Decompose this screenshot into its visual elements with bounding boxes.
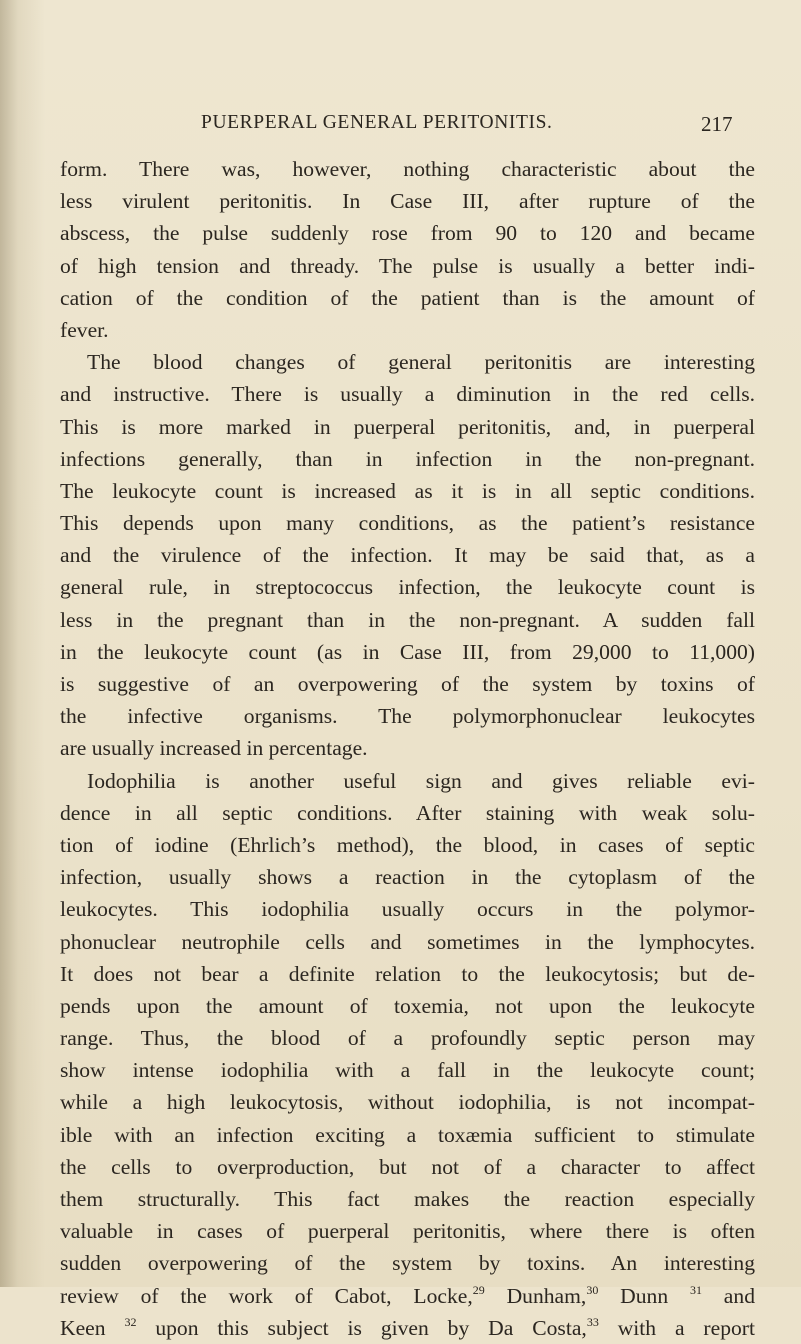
reference-number: 29 [472, 1282, 485, 1297]
running-title: PUERPERAL GENERAL PERITONITIS. [201, 112, 553, 133]
text-line: sudden overpowering of the system by toxins. An interesting [60, 1251, 755, 1276]
text-line: The leukocyte count is increased as it is in all septic conditions. [60, 478, 755, 503]
text-line: cation of the condition of the patient than is the amount of [60, 285, 755, 310]
text-line: phonuclear neutrophile cells and sometimes in the lymphocytes. [60, 929, 755, 954]
text-line: and the virulence of the infection. It may be said that, as a [60, 543, 755, 568]
text-line: valuable in cases of puerperal peritonitis, where there is often [60, 1219, 755, 1244]
text-segment: review of the work of Cabot, Locke, [60, 1283, 473, 1308]
text-line: the cells to overproduction, but not of a character to affect [60, 1154, 755, 1179]
body-text [60, 153, 755, 1344]
reference-number: 32 [124, 1314, 137, 1329]
text-line: This is more marked in puerperal peritonitis, and, in puerperal [60, 414, 755, 439]
text-line: show intense iodophilia with a fall in the leukocyte count; [60, 1058, 755, 1083]
text-line: infections generally, than in infection in the non-pregnant. [60, 446, 755, 471]
text-line: range. Thus, the blood of a profoundly septic person may [60, 1026, 755, 1051]
text-line: It does not bear a definite relation to the leukocytosis; but de- [60, 961, 755, 986]
text-line: less virulent peritonitis. In Case III, after rupture of the [60, 189, 755, 214]
page-number: 217 [701, 112, 733, 136]
text-line: the infective organisms. The polymorphonuclear leukocytes [60, 704, 755, 729]
text-line: ible with an infection exciting a toxæmia sufficient to stimulate [60, 1122, 755, 1147]
text-line: them structurally. This fact makes the reaction especially [60, 1187, 755, 1211]
text-line: in the leukocyte count (as in Case III, from 29,000 to 11,000) [60, 639, 755, 664]
text-line: of high tension and thready. The pulse is usually a better indi- [60, 253, 755, 278]
text-line: is suggestive of an overpowering of the system by toxins of [60, 672, 755, 696]
reference-number: 30 [586, 1282, 599, 1297]
running-head [0, 112, 801, 142]
text-line: and instructive. There is usually a diminution in the red cells. [60, 382, 755, 407]
text-segment: Keen [60, 1315, 125, 1340]
text-line: form. There was, however, nothing characteristic about the [60, 157, 755, 181]
text-line: Iodophilia is another useful sign and gives reliable evi- [87, 768, 755, 793]
text-line: pends upon the amount of toxemia, not upon the leukocyte [60, 993, 755, 1018]
text-line: infection, usually shows a reaction in the cytoplasm of the [60, 865, 755, 890]
reference-number: 31 [689, 1282, 702, 1297]
text-line: general rule, in streptococcus infection, the leukocyte count is [60, 575, 755, 600]
text-segment: Dunham, [484, 1283, 587, 1308]
text-line: tion of iodine (Ehrlich’s method), the blood, in cases of septic [60, 832, 755, 857]
text-line: while a high leukocytosis, without iodophilia, is not incompat- [60, 1090, 755, 1115]
text-line: are usually increased in percentage. [60, 736, 368, 761]
text-line-with-refs [60, 1312, 755, 1344]
text-line: leukocytes. This iodophilia usually occurs in the polymor- [60, 897, 755, 922]
text-line: This depends upon many conditions, as the patient’s resistance [60, 511, 755, 536]
text-segment: upon this subject is given by Da Costa, [136, 1315, 587, 1340]
text-line: abscess, the pulse suddenly rose from 90 to 120 and became [60, 221, 755, 246]
text-line: fever. [60, 317, 109, 342]
text-line: less in the pregnant than in the non-pregnant. A sudden fall [60, 607, 755, 632]
text-line: dence in all septic conditions. After staining with weak solu- [60, 800, 755, 825]
text-segment: Dunn [598, 1283, 690, 1308]
text-line-with-refs [60, 1280, 755, 1312]
reference-number: 33 [586, 1314, 599, 1329]
text-line: The blood changes of general peritonitis are interesting [87, 350, 755, 375]
text-segment: with a report [598, 1315, 755, 1340]
text-segment: and [701, 1283, 755, 1308]
